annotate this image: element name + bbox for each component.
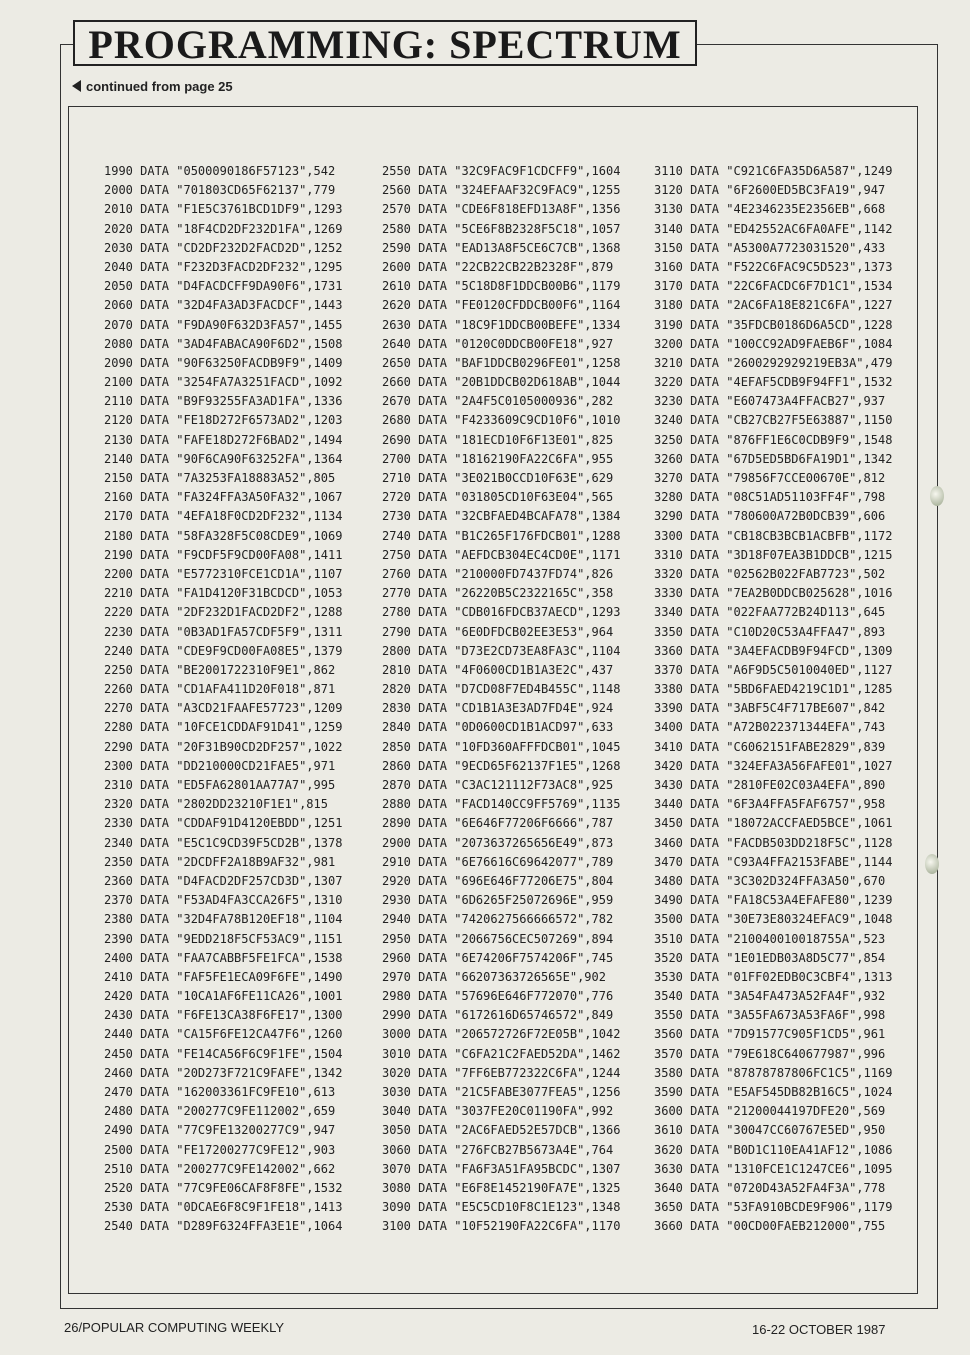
listing-line: 3400 DATA "A72B022371344EFA",743 bbox=[654, 720, 886, 735]
listing-line: 2400 DATA "FAA7CABBF5FE1FCA",1538 bbox=[104, 950, 343, 965]
listing-line: 2600 DATA "22CB22CB22B2328F",879 bbox=[382, 259, 614, 274]
listing-column-3 bbox=[654, 162, 892, 1237]
listing-line: 3140 DATA "ED42552AC6FA0AFE",1142 bbox=[654, 221, 893, 236]
listing-line: 2980 DATA "57696E646F772070",776 bbox=[382, 989, 614, 1004]
listing-line: 3520 DATA "1E01EDB03A8D5C77",854 bbox=[654, 950, 886, 965]
listing-line: 3310 DATA "3D18F07EA3B1DDCB",1215 bbox=[654, 547, 893, 562]
binder-hole-top bbox=[930, 486, 944, 506]
listing-line: 3030 DATA "21C5FABE3077FEA5",1256 bbox=[382, 1085, 621, 1099]
listing-line: 3440 DATA "6F3A4FFA5FAF6757",958 bbox=[654, 797, 886, 812]
listing-line: 3100 DATA "10F52190FA22C6FA",1170 bbox=[382, 1219, 621, 1234]
listing-line: 2860 DATA "9ECD65F62137F1E5",1268 bbox=[382, 758, 621, 773]
listing-line: 3470 DATA "C93A4FFA2153FABE",1144 bbox=[654, 854, 893, 869]
listing-line: 2510 DATA "200277C9FE142002",662 bbox=[104, 1161, 336, 1176]
listing-line: 2490 DATA "77C9FE13200277C9",947 bbox=[104, 1123, 336, 1138]
listing-line: 3230 DATA "E607473A4FFACB27",937 bbox=[654, 394, 886, 409]
title-box bbox=[73, 20, 697, 66]
listing-line: 2730 DATA "32CBFAED4BCAFA78",1384 bbox=[382, 509, 621, 524]
listing-line: 2920 DATA "696E646F77206E75",804 bbox=[382, 873, 614, 888]
listing-line: 2910 DATA "6E76616C69642077",789 bbox=[382, 854, 614, 869]
listing-line: 3170 DATA "22C6FACDC6F7D1C1",1534 bbox=[654, 279, 893, 294]
listing-line: 2810 DATA "4F0600CD1B1A3E2C",437 bbox=[382, 662, 614, 677]
listing-line: 2370 DATA "F53AD4FA3CCA26F5",1310 bbox=[104, 893, 343, 908]
listing-line: 3080 DATA "E6F8E1452190FA7E",1325 bbox=[382, 1180, 621, 1195]
listing-line: 2960 DATA "6E74206F7574206F",745 bbox=[382, 950, 614, 965]
listing-line: 3660 DATA "00CD00FAEB212000",755 bbox=[654, 1219, 886, 1234]
listing-line: 3050 DATA "2AC6FAED52E57DCB",1366 bbox=[382, 1123, 621, 1138]
listing-line: 3460 DATA "FACDB503DD218F5C",1128 bbox=[654, 835, 893, 850]
listing-line: 3390 DATA "3ABF5C4F717BE607",842 bbox=[654, 701, 886, 716]
listing-line: 2160 DATA "FA324FFA3A50FA32",1067 bbox=[104, 490, 343, 505]
listing-line: 2630 DATA "18C9F1DDCB00BEFE",1334 bbox=[382, 317, 621, 332]
listing-line: 2880 DATA "FACD140CC9FF5769",1135 bbox=[382, 797, 621, 812]
listing-line: 2060 DATA "32D4FA3AD3FACDCF",1443 bbox=[104, 298, 343, 313]
listing-line: 2010 DATA "F1E5C3761BCD1DF9",1293 bbox=[104, 202, 343, 217]
page-title: PROGRAMMING: SPECTRUM bbox=[88, 22, 682, 67]
listing-line: 2470 DATA "162003361FC9FE10",613 bbox=[104, 1085, 336, 1099]
listing-line: 3260 DATA "67D5ED5BD6FA19D1",1342 bbox=[654, 451, 893, 466]
program-listing bbox=[0, 162, 970, 1252]
listing-line: 3120 DATA "6F2600ED5BC3FA19",947 bbox=[654, 183, 886, 198]
listing-line: 2250 DATA "BE2001722310F9E1",862 bbox=[104, 662, 336, 677]
listing-line: 3220 DATA "4EFAF5CDB9F94FF1",1532 bbox=[654, 375, 893, 390]
listing-line: 3000 DATA "206572726F72E05B",1042 bbox=[382, 1027, 621, 1042]
listing-line: 2670 DATA "2A4F5C0105000936",282 bbox=[382, 394, 614, 409]
continued-text: continued from page 25 bbox=[86, 79, 233, 94]
listing-line: 2690 DATA "181ECD10F6F13E01",825 bbox=[382, 432, 614, 447]
listing-line: 2220 DATA "2DF232D1FACD2DF2",1288 bbox=[104, 605, 343, 620]
listing-line: 2420 DATA "10CA1AF6FE11CA26",1001 bbox=[104, 989, 343, 1004]
listing-line: 3150 DATA "A5300A7723031520",433 bbox=[654, 240, 886, 255]
listing-line: 2300 DATA "DD210000CD21FAE5",971 bbox=[104, 758, 336, 773]
listing-line: 2080 DATA "3AD4FABACA90F6D2",1508 bbox=[104, 336, 343, 351]
listing-line: 2500 DATA "FE17200277C9FE12",903 bbox=[104, 1142, 336, 1157]
listing-line: 3370 DATA "A6F9D5C5010040ED",1127 bbox=[654, 662, 893, 677]
listing-line: 3040 DATA "3037FE20C01190FA",992 bbox=[382, 1104, 614, 1119]
listing-line: 3420 DATA "324EFA3A56FAFE01",1027 bbox=[654, 758, 893, 773]
listing-line: 2660 DATA "20B1DDCB02D618AB",1044 bbox=[382, 375, 621, 390]
listing-line: 3350 DATA "C10D20C53A4FFA47",893 bbox=[654, 624, 886, 639]
listing-line: 3190 DATA "35FDCB0186D6A5CD",1228 bbox=[654, 317, 893, 332]
listing-line: 3250 DATA "876FF1E6C0CDB9F9",1548 bbox=[654, 432, 893, 447]
listing-line: 3060 DATA "276FCB27B5673A4E",764 bbox=[382, 1142, 614, 1157]
listing-line: 3430 DATA "2810FE02C03A4EFA",890 bbox=[654, 778, 886, 792]
listing-line: 3530 DATA "01FF02EDB0C3CBF4",1313 bbox=[654, 969, 893, 984]
listing-line: 2140 DATA "90F6CA90F63252FA",1364 bbox=[104, 451, 343, 466]
listing-line: 2570 DATA "CDE6F818EFD13A8F",1356 bbox=[382, 202, 621, 217]
frame-rule-bottom bbox=[60, 1308, 938, 1309]
listing-line: 2780 DATA "CDB016FDCB37AECD",1293 bbox=[382, 605, 621, 620]
listing-line: 2320 DATA "2802DD23210F1E1",815 bbox=[104, 797, 328, 812]
listing-line: 2680 DATA "F4233609C9CD10F6",1010 bbox=[382, 413, 621, 428]
listing-line: 3550 DATA "3A55FA673A53FA6F",998 bbox=[654, 1008, 886, 1023]
listing-line: 2310 DATA "ED5FA62801AA77A7",995 bbox=[104, 778, 336, 792]
listing-line: 3640 DATA "0720D43A52FA4F3A",778 bbox=[654, 1180, 886, 1195]
listing-column-2 bbox=[382, 162, 620, 1237]
listing-line: 2170 DATA "4EFA18F0CD2DF232",1134 bbox=[104, 509, 343, 524]
listing-line: 3540 DATA "3A54FA473A52FA4F",932 bbox=[654, 989, 886, 1004]
listing-line: 2640 DATA "0120C0DDCB00FE18",927 bbox=[382, 336, 614, 351]
listing-line: 2970 DATA "66207363726565E",902 bbox=[382, 969, 606, 984]
continued-note bbox=[72, 79, 233, 94]
listing-line: 3110 DATA "C921C6FA35D6A587",1249 bbox=[654, 164, 893, 178]
listing-line: 3360 DATA "3A4EFACDB9F94FCD",1309 bbox=[654, 643, 893, 658]
listing-line: 2620 DATA "FE0120CFDDCB00F6",1164 bbox=[382, 298, 621, 313]
listing-line: 2590 DATA "EAD13A8F5CE6C7CB",1368 bbox=[382, 240, 621, 255]
listing-line: 3300 DATA "CB18CB3BCB1ACBFB",1172 bbox=[654, 528, 893, 543]
listing-line: 3380 DATA "5BD6FAED4219C1D1",1285 bbox=[654, 682, 893, 697]
listing-line: 3270 DATA "79856F7CCE00670E",812 bbox=[654, 471, 886, 485]
listing-line: 2840 DATA "0D0600CD1B1ACD97",633 bbox=[382, 720, 614, 735]
listing-line: 2260 DATA "CD1AFA411D20F018",871 bbox=[104, 682, 336, 697]
listing-line: 2430 DATA "F6FE13CA38F6FE17",1300 bbox=[104, 1008, 343, 1023]
arrow-left-icon bbox=[72, 80, 81, 92]
listing-line: 2790 DATA "6E0DFDCB02EE3E53",964 bbox=[382, 624, 614, 639]
listing-line: 3340 DATA "022FAA772B24D113",645 bbox=[654, 605, 886, 620]
listing-line: 3180 DATA "2AC6FA18E821C6FA",1227 bbox=[654, 298, 893, 313]
listing-line: 2650 DATA "BAF1DDCB0296FE01",1258 bbox=[382, 355, 621, 370]
listing-line: 2610 DATA "5C18D8F1DDCB00B6",1179 bbox=[382, 279, 621, 294]
listing-line: 3010 DATA "C6FA21C2FAED52DA",1462 bbox=[382, 1046, 621, 1061]
listing-line: 2090 DATA "90F63250FACDB9F9",1409 bbox=[104, 355, 343, 370]
listing-line: 2800 DATA "D73E2CD73EA8FA3C",1104 bbox=[382, 643, 621, 658]
listing-line: 2130 DATA "FAFE18D272F6BAD2",1494 bbox=[104, 432, 343, 447]
listing-line: 3650 DATA "53FA910BCDE9F906",1179 bbox=[654, 1200, 893, 1215]
listing-line: 2950 DATA "2066756CEC507269",894 bbox=[382, 931, 614, 946]
listing-line: 2390 DATA "9EDD218F5CF53AC9",1151 bbox=[104, 931, 343, 946]
listing-line: 2750 DATA "AEFDCB304EC4CD0E",1171 bbox=[382, 547, 621, 562]
listing-line: 3410 DATA "C6062151FABE2829",839 bbox=[654, 739, 886, 754]
listing-line: 2760 DATA "210000FD7437FD74",826 bbox=[382, 566, 614, 581]
listing-line: 3600 DATA "21200044197DFE20",569 bbox=[654, 1104, 886, 1119]
listing-line: 2230 DATA "0B3AD1FA57CDF5F9",1311 bbox=[104, 624, 343, 639]
listing-line: 2740 DATA "B1C265F176FDCB01",1288 bbox=[382, 528, 621, 543]
listing-line: 2820 DATA "D7CD08F7ED4B455C",1148 bbox=[382, 682, 621, 697]
listing-line: 3630 DATA "1310FCE1C1247CE6",1095 bbox=[654, 1161, 893, 1176]
listing-line: 2560 DATA "324EFAAF32C9FAC9",1255 bbox=[382, 183, 621, 198]
listing-line: 2540 DATA "D289F6324FFA3E1E",1064 bbox=[104, 1219, 343, 1234]
listing-line: 2710 DATA "3E021B0CCD10F63E",629 bbox=[382, 471, 614, 485]
listing-line: 2000 DATA "701803CD65F62137",779 bbox=[104, 183, 336, 198]
listing-line: 2480 DATA "200277C9FE112002",659 bbox=[104, 1104, 336, 1119]
listing-line: 2700 DATA "18162190FA22C6FA",955 bbox=[382, 451, 614, 466]
binder-hole-bottom bbox=[925, 854, 939, 874]
listing-line: 1990 DATA "0500090186F57123",542 bbox=[104, 164, 336, 178]
footer-date: 16-22 OCTOBER 1987 bbox=[752, 1322, 886, 1337]
listing-line: 2900 DATA "2073637265656E49",873 bbox=[382, 835, 614, 850]
listing-line: 2340 DATA "E5C1C9CD39F5CD2B",1378 bbox=[104, 835, 343, 850]
listing-line: 3200 DATA "100CC92AD9FAEB6F",1084 bbox=[654, 336, 893, 351]
listing-line: 2360 DATA "D4FACD2DF257CD3D",1307 bbox=[104, 873, 343, 888]
listing-line: 3130 DATA "4E2346235E2356EB",668 bbox=[654, 202, 886, 217]
listing-line: 3210 DATA "2600292929219EB3A",479 bbox=[654, 355, 893, 370]
listing-line: 2350 DATA "2DCDFF2A18B9AF32",981 bbox=[104, 854, 336, 869]
listing-line: 3330 DATA "7EA2B0DDCB025628",1016 bbox=[654, 586, 893, 601]
listing-line: 2440 DATA "CA15F6FE12CA47F6",1260 bbox=[104, 1027, 343, 1042]
listing-line: 2450 DATA "FE14CA56F6C9F1FE",1504 bbox=[104, 1046, 343, 1061]
listing-line: 2070 DATA "F9DA90F632D3FA57",1455 bbox=[104, 317, 343, 332]
listing-line: 3290 DATA "780600A72B0DCB39",606 bbox=[654, 509, 886, 524]
listing-line: 2190 DATA "F9CDF5F9CD00FA08",1411 bbox=[104, 547, 343, 562]
listing-line: 2030 DATA "CD2DF232D2FACD2D",1252 bbox=[104, 240, 343, 255]
listing-line: 2460 DATA "20D273F721C9FAFE",1342 bbox=[104, 1065, 343, 1080]
listing-line: 2240 DATA "CDE9F9CD00FA08E5",1379 bbox=[104, 643, 343, 658]
listing-line: 3500 DATA "30E73E80324EFAC9",1048 bbox=[654, 912, 893, 927]
footer-publication: 26/POPULAR COMPUTING WEEKLY bbox=[64, 1320, 285, 1335]
listing-line: 3610 DATA "30047CC60767E5ED",950 bbox=[654, 1123, 886, 1138]
listing-line: 3560 DATA "7D91577C905F1CD5",961 bbox=[654, 1027, 886, 1042]
listing-line: 2210 DATA "FA1D4120F31BCDCD",1053 bbox=[104, 586, 343, 601]
listing-line: 2270 DATA "A3CD21FAAFE57723",1209 bbox=[104, 701, 343, 716]
listing-line: 2870 DATA "C3AC121112F73AC8",925 bbox=[382, 778, 614, 792]
listing-line: 2530 DATA "0DCAE6F8C9F1FE18",1413 bbox=[104, 1200, 343, 1215]
listing-line: 3480 DATA "3C302D324FFA3A50",670 bbox=[654, 873, 886, 888]
listing-line: 2930 DATA "6D6265F25072696E",959 bbox=[382, 893, 614, 908]
listing-line: 2890 DATA "6E646F77206F6666",787 bbox=[382, 816, 614, 831]
listing-line: 2380 DATA "32D4FA78B120EF18",1104 bbox=[104, 912, 343, 927]
listing-line: 3620 DATA "B0D1C110EA41AF12",1086 bbox=[654, 1142, 893, 1157]
listing-line: 3280 DATA "08C51AD51103FF4F",798 bbox=[654, 490, 886, 505]
listing-column-1 bbox=[104, 162, 342, 1237]
listing-line: 2330 DATA "CDDAF91D4120EBDD",1251 bbox=[104, 816, 343, 831]
listing-line: 2150 DATA "7A3253FA18883A52",805 bbox=[104, 471, 336, 485]
listing-line: 3590 DATA "E5AF545DB82B16C5",1024 bbox=[654, 1085, 893, 1099]
listing-line: 2290 DATA "20F31B90CD2DF257",1022 bbox=[104, 739, 343, 754]
listing-line: 2110 DATA "B9F93255FA3AD1FA",1336 bbox=[104, 394, 343, 409]
listing-line: 2200 DATA "E5772310FCE1CD1A",1107 bbox=[104, 566, 343, 581]
listing-line: 2830 DATA "CD1B1A3E3AD7FD4E",924 bbox=[382, 701, 614, 716]
listing-line: 2020 DATA "18F4CD2DF232D1FA",1269 bbox=[104, 221, 343, 236]
listing-line: 2050 DATA "D4FACDCFF9DA90F6",1731 bbox=[104, 279, 343, 294]
listing-line: 2550 DATA "32C9FAC9F1CDCFF9",1604 bbox=[382, 164, 621, 178]
listing-line: 2180 DATA "58FA328F5C08CDE9",1069 bbox=[104, 528, 343, 543]
listing-line: 3090 DATA "E5C5CD10F8C1E123",1348 bbox=[382, 1200, 621, 1215]
listing-line: 2580 DATA "5CE6F8B2328F5C18",1057 bbox=[382, 221, 621, 236]
listing-line: 3320 DATA "02562B022FAB7723",502 bbox=[654, 566, 886, 581]
listing-line: 3490 DATA "FA18C53A4EFAFE80",1239 bbox=[654, 893, 893, 908]
listing-line: 2850 DATA "10FD360AFFFDCB01",1045 bbox=[382, 739, 621, 754]
listing-line: 2770 DATA "26220B5C2322165C",358 bbox=[382, 586, 614, 601]
listing-line: 2940 DATA "7420627566666572",782 bbox=[382, 912, 614, 927]
listing-line: 2040 DATA "F232D3FACD2DF232",1295 bbox=[104, 259, 343, 274]
listing-line: 2280 DATA "10FCE1CDDAF91D41",1259 bbox=[104, 720, 343, 735]
listing-line: 3070 DATA "FA6F3A51FA95BCDC",1307 bbox=[382, 1161, 621, 1176]
listing-line: 3240 DATA "CB27CB27F5E63887",1150 bbox=[654, 413, 893, 428]
listing-line: 2410 DATA "FAF5FE1ECA09F6FE",1490 bbox=[104, 969, 343, 984]
listing-line: 3580 DATA "87878787806FC1C5",1169 bbox=[654, 1065, 893, 1080]
listing-line: 2720 DATA "031805CD10F63E04",565 bbox=[382, 490, 614, 505]
listing-line: 3570 DATA "79E618C640677987",996 bbox=[654, 1046, 886, 1061]
listing-line: 2520 DATA "77C9FE06CAF8F8FE",1532 bbox=[104, 1180, 343, 1195]
listing-line: 2120 DATA "FE18D272F6573AD2",1203 bbox=[104, 413, 343, 428]
listing-line: 3450 DATA "18072ACCFAED5BCE",1061 bbox=[654, 816, 893, 831]
listing-line: 2100 DATA "3254FA7A3251FACD",1092 bbox=[104, 375, 343, 390]
listing-line: 3160 DATA "F522C6FAC9C5D523",1373 bbox=[654, 259, 893, 274]
listing-line: 2990 DATA "6172616D65746572",849 bbox=[382, 1008, 614, 1023]
listing-line: 3020 DATA "7FF6EB772322C6FA",1244 bbox=[382, 1065, 621, 1080]
listing-line: 3510 DATA "210040010018755A",523 bbox=[654, 931, 886, 946]
